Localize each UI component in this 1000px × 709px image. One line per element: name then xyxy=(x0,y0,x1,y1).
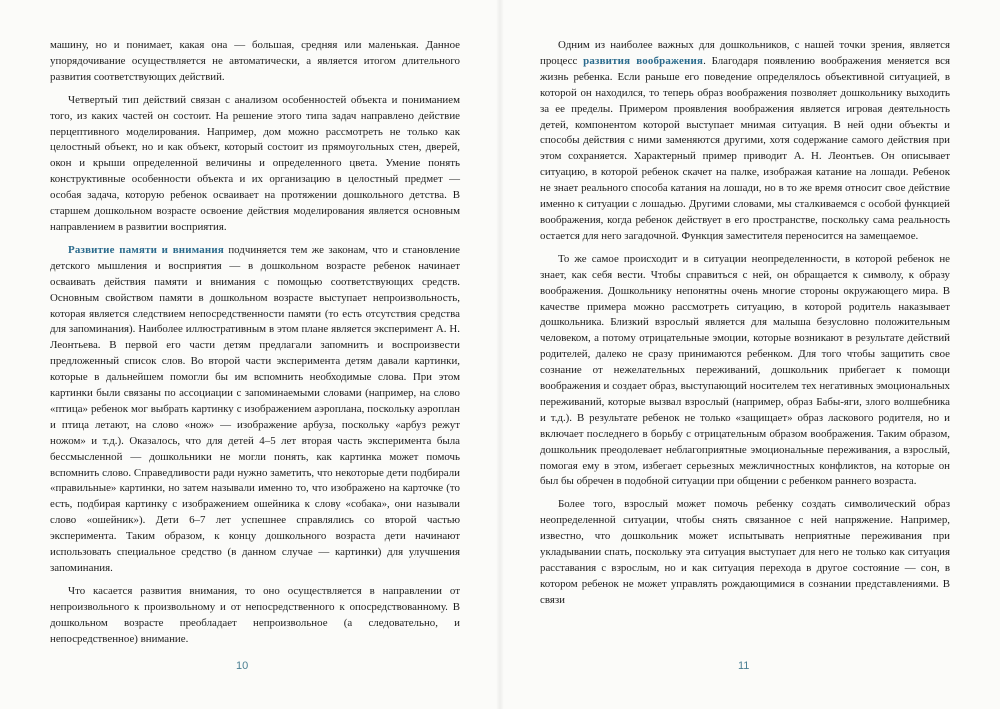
paragraph: Что касается развития внимания, то оно осуществляется в направлении от непроизвольного к произвольному и от непосредственного к опосредствованному. В дошкольном возрасте преобладает непроизвольное (а следовательно, и непосредственное) внимание. xyxy=(50,584,460,645)
paragraph: Более того, взрослый может помочь ребенку создать символический образ неопределенной ситуации, чтобы снять связанное с ней напряжение. Например, известно, что дошкольник может испытывать неприятные переживания при укладывании спать, поскольку эта ситуация выступает для него не только как ситуация расставания с взрослым, но и как ситуация перехода в другое состояние — сон, в котором ребенок не может управлять рождающимися в сознании представлениями. В связи xyxy=(540,498,950,606)
paragraph-text: . Благодаря появлению воображения меняется вся жизнь ребенка. Если раньше его поведение определялось объективной ситуацией, в которой он находился, то теперь образ воображения позволяет дошкольнику выходить за ее пределы. Примером проявления воображения является игровая деятельность детей, компонентом которой выступает мнимая ситуация. В ней одни объекты и способы действия с ними заменяются другими, хотя содержание самого действия при этом сохраняется. Характерный пример приводит А. Н. Леонтьев. Он описывает ситуацию, в которой ребенок скачет на палке, изображая катание на лошади. Ребенок не знает реального способа катания на лошади, но в то же время относит свое действие именно к ситуации с лошадью. Другими словами, мы сталкиваемся с особой функцией воображения, когда ребенок действует в его пространстве, поскольку сама реальность остается для него загадочной. Функция заместителя переносится на замещаемое. xyxy=(540,54,951,242)
section-heading-imagination: развития воображения xyxy=(583,54,704,67)
paragraph: То же самое происходит и в ситуации неопределенности, в которой ребенок не знает, как себя вести. Чтобы справиться с ней, он обращается к символу, к образу воображения. Дошкольнику непонятны очень многие стороны окружающего мира. В качестве примера можно рассмотреть ситуацию, в которой родитель наказывает дошкольника. Близкий взрослый является для малыша безусловно положительным человеком, а потому отрицательные эмоции, которые возникают в результате действий родителей, далеко не сразу принимаются ребенком. Для того чтобы защитить свое сознание от нежелательных переживаний, дошкольник прибегает к помощи воображения и создает образ, выступающий носителем тех негативных эмоциональных переживаний, которые вызвал взрослый (например, образ Бабы-яги, злого волшебника и т.д.). В результате ребенок не только «защищает» образ ласкового родителя, но и включает последнего в борьбу с отрицательным образом воображения. Таким образом, дошкольник преодолевает неблагоприятные эмоциональные переживания, а взрослый, помогая ему в этом, избегает серьезных межличностных конфликтов, на которые он был бы обречен в подобной ситуации при общении с ребенком раннего возраста. xyxy=(540,252,950,488)
book-gutter xyxy=(496,0,504,709)
paragraph-text: подчиняется тем же законам, что и становление детского мышления и восприятия — в дошкольном возрасте ребенок начинает осваивать действия памяти и внимания с помощью соответствующих средств. Основным свойством памяти в дошкольном возрасте выступает непроизвольность, которая является следствием непосредственности памяти (то есть отсутствия средства для запоминания). Наиболее иллюстративным в этом плане является эксперимент А. Н. Леонтьева. В первой его части детям предлагали запомнить и воспроизвести предложенный список слов. Во второй части эксперимента детям давали картинки, которые в дальнейшем помогли бы им вспомнить необходимые слова. При этом картинки были связаны по ассоциации с запоминаемыми словами (например, на слово «птица» ребенок мог выбрать картинку с изображением аэроплана, поскольку аэроплан и птица летают, на слово «нож» — изображение арбуза, поскольку «арбуз режут ножом» и т.д.). Оказалось, что для детей 4–5 лет вторая часть эксперимента была бессмысленной — дошкольники не могли понять, как картинка может помочь вспомнить слово. Справедливости ради нужно заметить, что некоторые дети подбирали «правильные» картинки, но затем называли именно то, что изображено на карточке (то есть, подбирая картинку с изображением ошейника к слову «собака», они называли слово «ошейник»). Дети 6–7 лет успешнее справлялись со второй частью эксперимента. Таким образом, к концу дошкольного возраста дети начинают использовать специальное средство (в данном случае — картинки) для улучшения запоминания. xyxy=(50,243,460,574)
paragraph-text: Одним из наиболее важных для дошкольников, с нашей точки зрения, является процесс xyxy=(540,39,950,67)
right-page xyxy=(540,38,950,616)
paragraph: машину, но и понимает, какая она — большая, средняя или маленькая. Данное упорядочивание осуществляется не автоматически, а является итогом длительного развития соответствующих действий. xyxy=(50,39,460,83)
page-number: 11 xyxy=(738,660,750,672)
paragraph xyxy=(540,38,950,245)
paragraph: Четвертый тип действий связан с анализом особенностей объекта и пониманием того, из каких частей он состоит. На решение этого типа задач направлено действие перцептивного моделирования. Например, дом можно рассмотреть не только как целостный объект, но и как объект, который состоит из прямоугольных стен, дверей, окон и крыши определенной величины и определенного цвета. Умение понять конструктивные особенности объекта и их организацию в целостный предмет — особая задача, которую ребенок осваивает на протяжении дошкольного детства. В старшем дошкольном возрасте освоение действия моделирования является основным направлением в развитии восприятия. xyxy=(50,93,460,233)
page-number: 10 xyxy=(236,660,249,672)
section-heading-memory-attention: Развитие памяти и внимания xyxy=(68,243,224,256)
left-page xyxy=(50,38,460,655)
paragraph xyxy=(50,243,460,577)
